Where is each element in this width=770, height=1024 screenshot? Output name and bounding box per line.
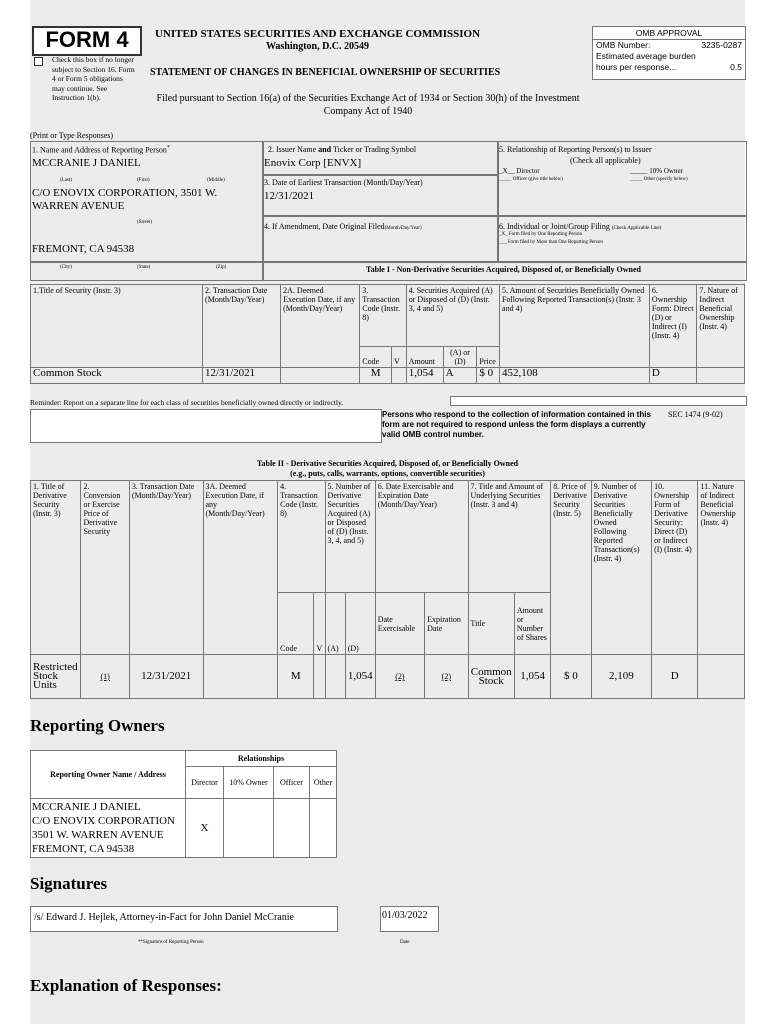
joint-filing-one[interactable]: _X_ Form filed by One Reporting Person bbox=[499, 232, 583, 237]
t1-h3: 3. Transaction Code (Instr. 8) bbox=[360, 285, 406, 347]
t1-sub-aord: (A) or (D) bbox=[443, 347, 477, 368]
zip-label: (Zip) bbox=[216, 265, 227, 270]
t2-row-price: $ 0 bbox=[551, 655, 591, 699]
t1-row-v bbox=[391, 368, 406, 384]
persons-notice: Persons who respond to the collection of information contained in this form are not required to respond unless the form displays a currently valid OMB control number. bbox=[382, 410, 651, 439]
t2-h7: 7. Title and Amount of Underlying Securities (Instr. 3 and 4) bbox=[468, 481, 551, 593]
no-longer-subject-checkbox[interactable] bbox=[34, 57, 43, 66]
issuer-label-rest: Ticker or Trading Symbol bbox=[332, 145, 417, 154]
t1-row-aord: A bbox=[443, 368, 477, 384]
t2-sub-d: (D) bbox=[345, 593, 375, 655]
relationship-label: 5. Relationship of Reporting Person(s) to Issuer bbox=[499, 145, 652, 154]
reporting-person-label: 1. Name and Address of Reporting Person bbox=[32, 145, 167, 155]
t1-row-form: D bbox=[649, 368, 696, 384]
owner-line: C/O ENOVIX CORPORATION bbox=[32, 815, 176, 827]
signature-date: 01/03/2022 bbox=[382, 910, 428, 921]
agency-location: Washington, D.C. 20549 bbox=[265, 41, 370, 52]
t2-h8: 8. Price of Derivative Security (Instr. 5) bbox=[551, 481, 591, 655]
reporting-owners-table bbox=[30, 750, 337, 858]
owners-col-10: 10% Owner bbox=[224, 767, 274, 799]
relationship-officer[interactable]: _____ Officer (give title below) bbox=[499, 177, 563, 182]
t2-row-conversion-footnote[interactable]: (1) bbox=[81, 655, 129, 699]
table2-title: Table II - Derivative Securities Acquired, Disposed of, or Beneficially Owned bbox=[256, 459, 519, 468]
t2-row-under-title: Common Stock bbox=[468, 655, 514, 699]
sec-number: SEC 1474 (9-02) bbox=[668, 410, 723, 419]
t2-h6: 6. Date Exercisable and Expiration Date (Month/Day/Year) bbox=[375, 481, 468, 593]
owners-col-director: Director bbox=[186, 767, 224, 799]
reporting-person-label-mark: * bbox=[166, 145, 170, 151]
t1-sub-code: Code bbox=[360, 347, 392, 368]
owners-col-other: Other bbox=[310, 767, 337, 799]
omb-hours: 0.5 bbox=[730, 62, 742, 72]
reminder-right-field bbox=[450, 396, 747, 406]
table-row bbox=[31, 368, 745, 384]
table2-subtitle: (e.g., puts, calls, warrants, options, convertible securities) bbox=[290, 469, 485, 478]
owner-line: FREMONT, CA 94538 bbox=[32, 843, 135, 855]
reminder-left-field bbox=[30, 409, 382, 443]
explanation-heading: Explanation of Responses: bbox=[30, 976, 222, 995]
t1-sub-price: Price bbox=[477, 347, 500, 368]
t1-h6: 6. Ownership Form: Direct (D) or Indirect (I) (Instr. 4) bbox=[649, 285, 696, 368]
relationship-10-owner[interactable]: _____ 10% Owner bbox=[630, 167, 683, 175]
table1-non-derivative bbox=[30, 284, 745, 384]
issuer-label: 2. Issuer Name bbox=[268, 145, 317, 154]
relationship-other[interactable]: _____ Other (specify below) bbox=[630, 177, 688, 182]
owner-line: MCCRANIE J DANIEL bbox=[32, 801, 141, 813]
reporting-person-name: MCCRANIE J DANIEL bbox=[32, 157, 141, 169]
joint-filing-label: 6. Individual or Joint/Group Filing bbox=[499, 222, 610, 231]
t1-row-nature bbox=[697, 368, 745, 384]
agency-name: UNITED STATES SECURITIES AND EXCHANGE COMMISSION bbox=[154, 28, 481, 40]
t1-row-deemed bbox=[281, 368, 360, 384]
t1-h2a: 2A. Deemed Execution Date, if any (Month/Day/Year) bbox=[281, 285, 360, 368]
signatures-heading: Signatures bbox=[30, 874, 108, 893]
owners-col-officer: Officer bbox=[274, 767, 310, 799]
t1-row-price: $ 0 bbox=[477, 368, 500, 384]
issuer-label-and: and bbox=[318, 145, 332, 154]
t1-h1: 1.Title of Security (Instr. 3) bbox=[31, 285, 203, 368]
t2-h9: 9. Number of Derivative Securities Beneficially Owned Following Reported Transaction(s) (Instr. 4) bbox=[591, 481, 652, 655]
t1-h5: 5. Amount of Securities Beneficially Owned Following Reported Transaction(s) (Instr. 3 and 4) bbox=[500, 285, 650, 368]
owner-line: 3501 W. WARREN AVENUE bbox=[32, 829, 164, 841]
t2-row-title: Restricted Stock Units bbox=[31, 655, 81, 699]
issuer-value: Enovix Corp [ENVX] bbox=[264, 157, 362, 169]
owner-10-mark bbox=[224, 799, 274, 858]
city-state-zip-row bbox=[30, 261, 264, 281]
last-label: (Last) bbox=[60, 178, 72, 183]
relationship-sub: (Check all applicable) bbox=[570, 156, 641, 165]
filed-pursuant: Filed pursuant to Section 16(a) of the Securities Exchange Act of 1934 or Section 30(h) of the Investment Company Act of 1940 bbox=[156, 93, 580, 117]
t1-row-amount: 1,054 bbox=[406, 368, 443, 384]
owner-officer-mark bbox=[274, 799, 310, 858]
state-label: (State) bbox=[137, 265, 151, 270]
t2-row-under-amount: 1,054 bbox=[514, 655, 550, 699]
t2-row-date: 12/31/2021 bbox=[129, 655, 203, 699]
t2-h10: 10. Ownership Form of Derivative Security: Direct (D) or Indirect (I) (Instr. 4) bbox=[652, 481, 698, 655]
t2-sub-exercisable: Date Exercisable bbox=[375, 593, 424, 655]
form-page bbox=[30, 0, 745, 1024]
checkbox-label: Check this box if no longer subject to Section 16. Form 4 or Form 5 obligations may continue. See Instruction 1(b). bbox=[52, 55, 135, 102]
t2-row-v bbox=[314, 655, 325, 699]
t2-h2: 2. Conversion or Exercise Price of Derivative Security bbox=[81, 481, 129, 655]
print-type: (Print or Type Responses) bbox=[30, 131, 114, 140]
table-row bbox=[31, 655, 745, 699]
joint-filing-more[interactable]: ___ Form filed by More than One Reporting Person bbox=[499, 240, 603, 245]
earliest-transaction-label: 3. Date of Earliest Transaction (Month/Day/Year) bbox=[264, 178, 423, 187]
t1-sub-v: V bbox=[391, 347, 406, 368]
owner-address bbox=[31, 799, 186, 858]
t1-row-code: M bbox=[360, 368, 392, 384]
street-label: (Street) bbox=[137, 220, 152, 225]
signature-value: /s/ Edward J. Hejlek, Attorney-in-Fact for John Daniel McCranie bbox=[34, 912, 294, 923]
table1-title: Table I - Non-Derivative Securities Acquired, Disposed of, or Beneficially Owned bbox=[366, 265, 641, 274]
signature-label: Signature of Reporting Person bbox=[143, 940, 204, 945]
t2-h3a: 3A. Deemed Execution Date, if any (Month/Day/Year) bbox=[203, 481, 278, 655]
owners-col-name: Reporting Owner Name / Address bbox=[31, 751, 186, 799]
t2-sub-title: Title bbox=[468, 593, 514, 655]
reporting-person-address: C/O ENOVIX CORPORATION, 3501 W. WARREN AVENUE bbox=[32, 187, 218, 212]
omb-number: 3235-0287 bbox=[701, 40, 742, 50]
t2-h5: 5. Number of Derivative Securities Acquired (A) or Disposed of (D) (Instr. 3, 4, and 5) bbox=[325, 481, 375, 593]
t2-h1: 1. Title of Derivative Security (Instr. 3) bbox=[31, 481, 81, 655]
reminder-text: Reminder: Report on a separate line for each class of securities beneficially owned directly or indirectly. bbox=[30, 398, 344, 407]
t1-row-owned: 452,108 bbox=[500, 368, 650, 384]
t2-sub-a: (A) bbox=[325, 593, 345, 655]
table2-derivative bbox=[30, 480, 745, 699]
amendment-label-wrap bbox=[264, 222, 422, 231]
form-title: FORM 4 bbox=[45, 27, 129, 52]
first-label: (First) bbox=[137, 178, 150, 183]
t2-sub-v: V bbox=[314, 593, 325, 655]
t2-row-d: 1,054 bbox=[345, 655, 375, 699]
amendment-label-small: (Month/Day/Year) bbox=[384, 226, 422, 231]
t1-h2: 2. Transaction Date (Month/Day/Year) bbox=[203, 285, 281, 368]
joint-filing-label-small: (Check Applicable Line) bbox=[611, 226, 662, 231]
t2-row-nature bbox=[698, 655, 745, 699]
omb-burden-label: Estimated average burden bbox=[596, 51, 696, 61]
t2-h11: 11. Nature of Indirect Beneficial Ownership (Instr. 4) bbox=[698, 481, 745, 655]
t2-row-owned: 2,109 bbox=[591, 655, 652, 699]
statement-title: STATEMENT OF CHANGES IN BENEFICIAL OWNERSHIP OF SECURITIES bbox=[150, 67, 501, 78]
t2-row-a bbox=[325, 655, 345, 699]
t2-sub-code: Code bbox=[278, 593, 314, 655]
t2-row-expiration-footnote[interactable]: (2) bbox=[425, 655, 468, 699]
relationship-director[interactable]: _X__ Director bbox=[499, 167, 540, 175]
t2-row-exercisable-footnote[interactable]: (2) bbox=[375, 655, 424, 699]
reporting-person-city: FREMONT, CA 94538 bbox=[32, 243, 135, 255]
owner-director-mark: X bbox=[186, 799, 224, 858]
signature-label-wrap bbox=[138, 940, 204, 945]
t1-row-title: Common Stock bbox=[31, 368, 203, 384]
t1-row-date: 12/31/2021 bbox=[203, 368, 281, 384]
reporting-person-label-wrap bbox=[32, 145, 170, 155]
joint-filing-label-wrap bbox=[499, 222, 661, 231]
earliest-transaction-value: 12/31/2021 bbox=[264, 190, 315, 202]
amendment-label: 4. If Amendment, Date Original Filed bbox=[264, 222, 385, 231]
owners-col-relationships: Relationships bbox=[186, 751, 337, 767]
t2-h4: 4. Transaction Code (Instr. 8) bbox=[278, 481, 325, 593]
omb-title: OMB APPROVAL bbox=[593, 27, 745, 40]
t2-h3: 3. Transaction Date (Month/Day/Year) bbox=[129, 481, 203, 655]
t2-row-form: D bbox=[652, 655, 698, 699]
signature-date-label: Date bbox=[400, 940, 410, 945]
signature-label-mark: ** bbox=[138, 940, 143, 945]
reporting-owners-heading: Reporting Owners bbox=[30, 716, 165, 735]
middle-label: (Middle) bbox=[207, 178, 225, 183]
omb-number-label: OMB Number: bbox=[596, 40, 651, 50]
t2-row-deemed bbox=[203, 655, 278, 699]
t1-h7: 7. Nature of Indirect Beneficial Ownership (Instr. 4) bbox=[697, 285, 745, 368]
omb-approval-box bbox=[592, 26, 746, 80]
issuer-label-wrap bbox=[268, 145, 416, 154]
table-row bbox=[31, 799, 337, 858]
owner-other-mark bbox=[310, 799, 337, 858]
t2-sub-amount: Amount or Number of Shares bbox=[514, 593, 550, 655]
city-label: (City) bbox=[60, 265, 72, 270]
t1-sub-amount: Amount bbox=[406, 347, 443, 368]
t1-h4: 4. Securities Acquired (A) or Disposed of (D) (Instr. 3, 4 and 5) bbox=[406, 285, 499, 347]
t2-row-code: M bbox=[278, 655, 314, 699]
t2-sub-expiration: Expiration Date bbox=[425, 593, 468, 655]
omb-hours-label: hours per response... bbox=[596, 62, 677, 72]
